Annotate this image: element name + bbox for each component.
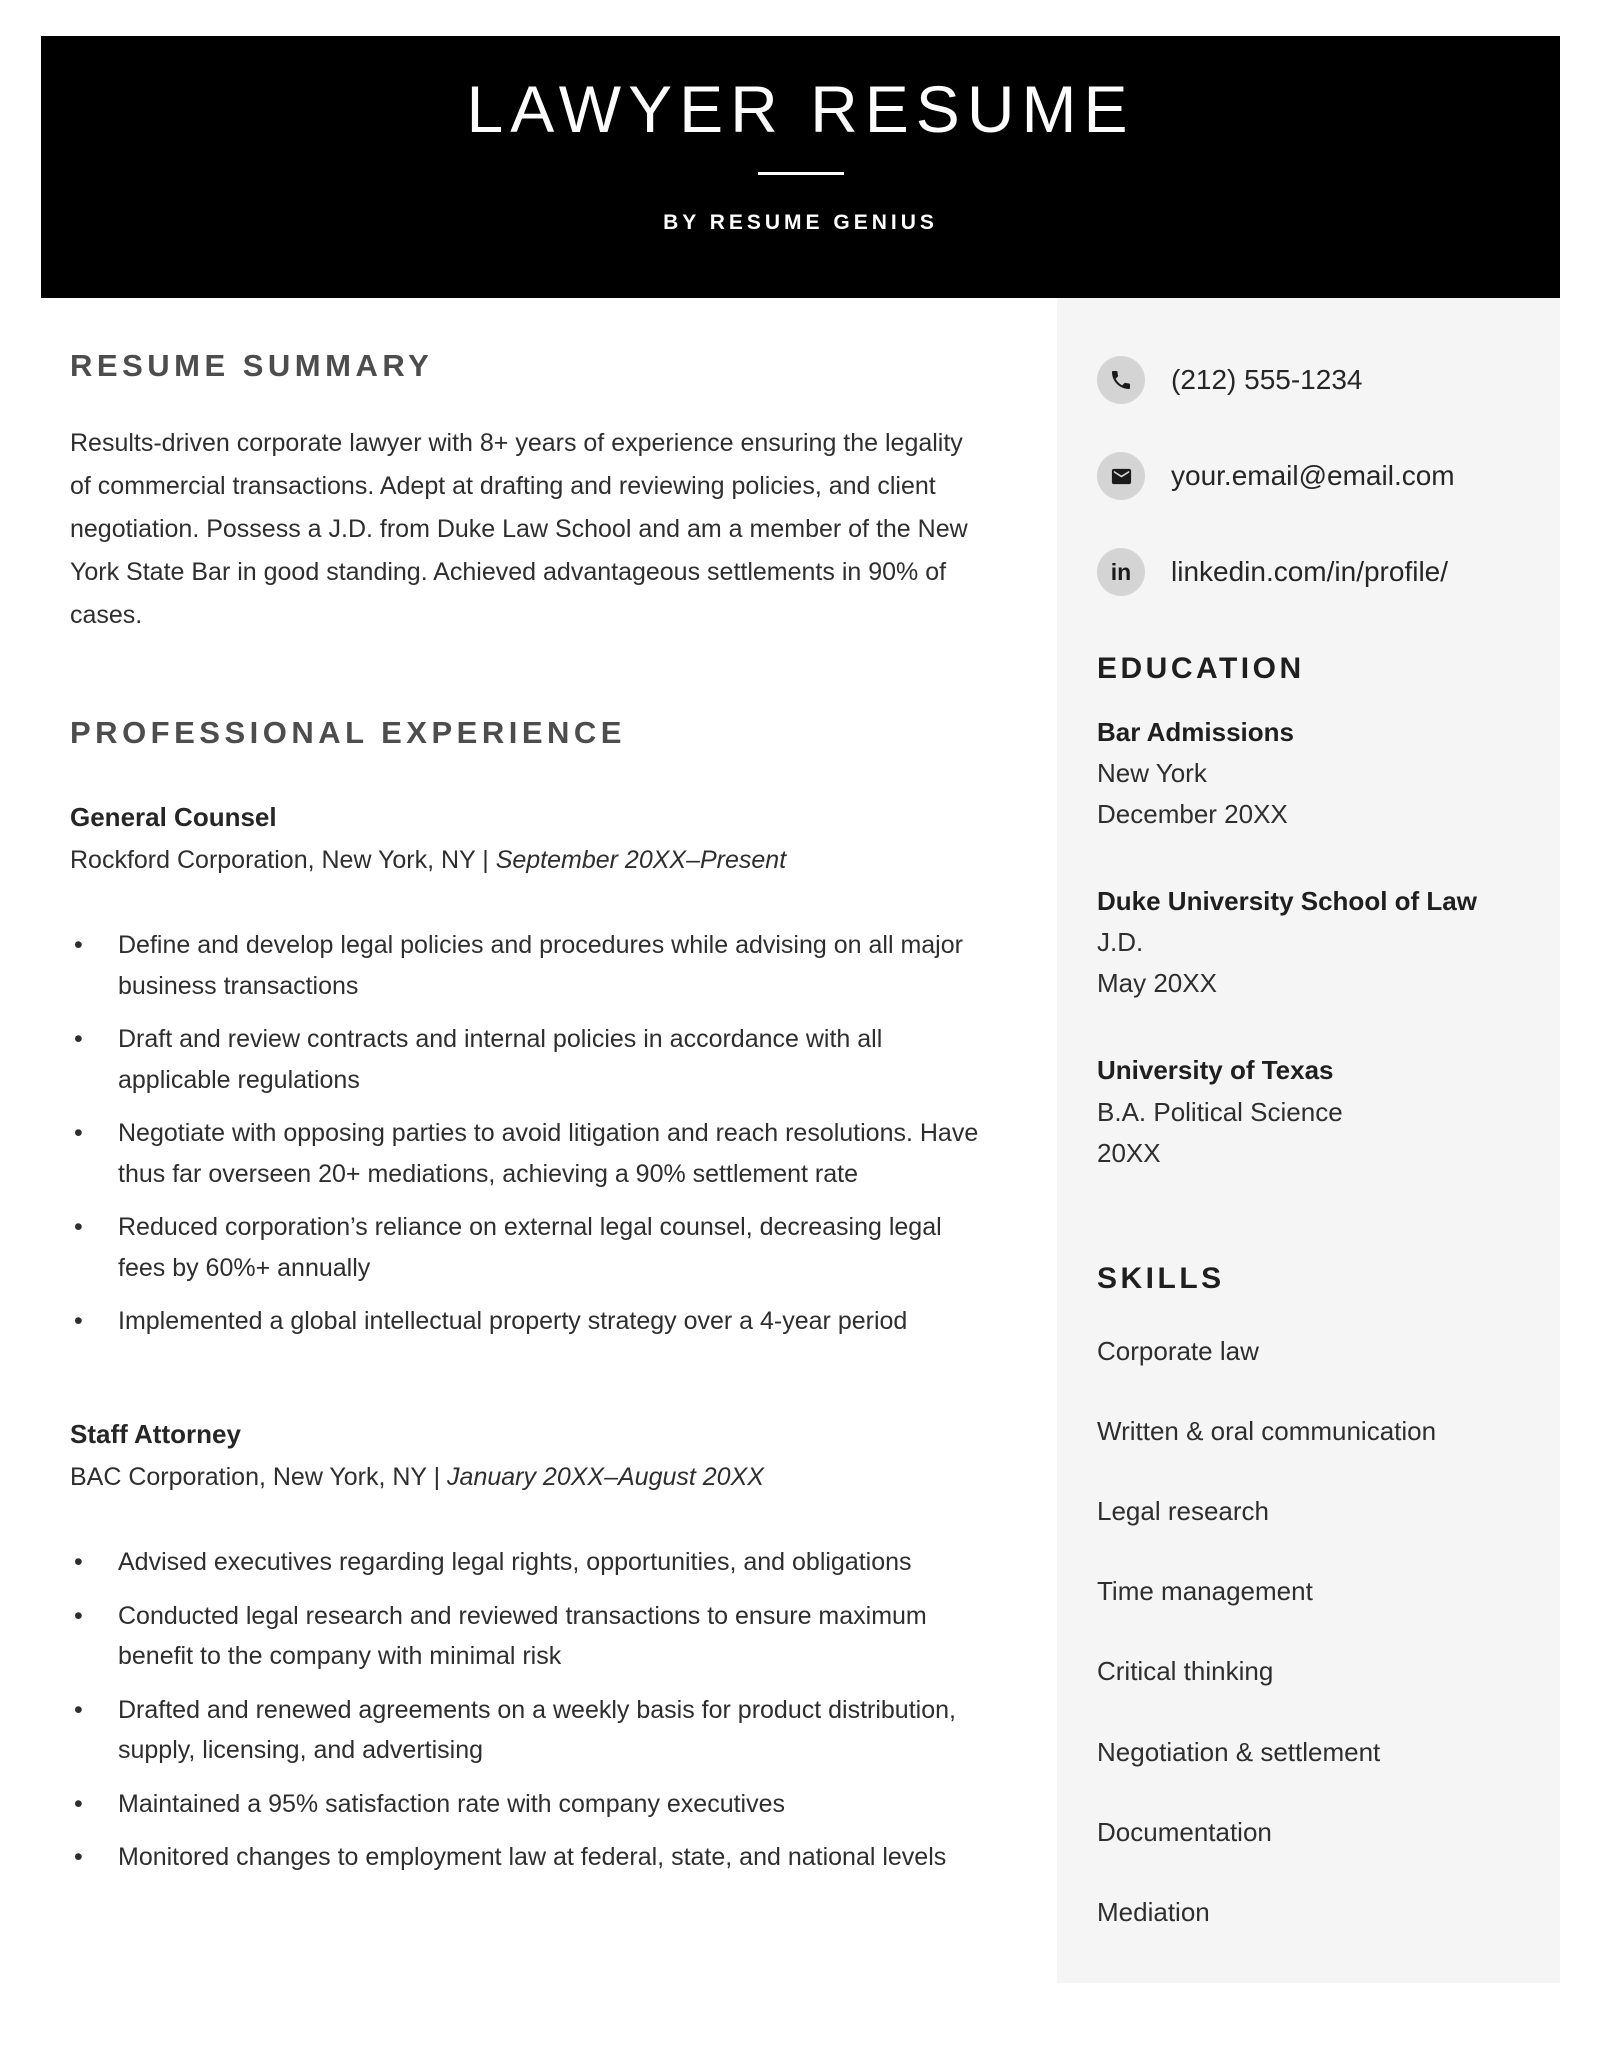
job-bullets — [70, 925, 988, 1342]
skill-item: Written & oral communication — [1097, 1415, 1437, 1446]
education-heading: EDUCATION — [1097, 652, 1305, 685]
contact-text: (212) 555-1234 — [1171, 364, 1363, 395]
job-bullet: • Drafted and renewed agreements on a weekly basis for product distribution, supply, licensing, and advertising — [70, 1690, 988, 1771]
education-entry-line: B.A. Political Science — [1097, 1096, 1343, 1127]
contact-row — [1097, 548, 1526, 596]
main-column — [70, 298, 988, 1891]
job-separator: | — [426, 1462, 448, 1491]
header-banner — [41, 36, 1560, 298]
skill-item: Documentation — [1097, 1816, 1272, 1847]
education-entry-title: University of Texas — [1097, 1055, 1334, 1086]
job-separator: | — [475, 845, 496, 874]
job-bullet: • Implemented a global intellectual property strategy over a 4-year period — [70, 1301, 988, 1342]
job-bullets — [70, 1542, 988, 1878]
sidebar — [1057, 298, 1560, 1983]
skills-list — [1097, 1336, 1526, 1929]
job-title: General Counsel — [70, 802, 277, 832]
summary-text: Results-driven corporate lawyer with 8+ years of experience ensuring the legality of commercial transactions. Adept at drafting and reviewing policies, and client negotiation. Possess a J.D. from Duke Law School and am a member of the New York State Bar in good standing. Achieved advantageous settlements in 90% of cases. — [70, 429, 968, 629]
education-entry-title: Bar Admissions — [1097, 717, 1294, 747]
job-bullet: • Define and develop legal policies and procedures while advising on all major business transactions — [70, 925, 988, 1006]
experience-section — [70, 715, 988, 1878]
job-meta — [70, 842, 988, 880]
education-section — [1097, 652, 1526, 1174]
skills-heading: SKILLS — [1097, 1261, 1225, 1295]
job-bullet: • Maintained a 95% satisfaction rate with company executives — [70, 1784, 988, 1825]
summary-heading: RESUME SUMMARY — [70, 348, 434, 383]
skills-section — [1097, 1262, 1526, 1929]
job-dates: January 20XX–August 20XX — [447, 1462, 764, 1491]
education-entry-line: 20XX — [1097, 1137, 1161, 1168]
education-list — [1097, 712, 1526, 1174]
job-entry — [70, 801, 988, 1342]
job-bullet: • Conducted legal research and reviewed transactions to ensure maximum benefit to the company with minimal risk — [70, 1596, 988, 1677]
job-bullet: • Negotiate with opposing parties to avoid litigation and reach resolutions. Have thus far overseen 20+ mediations, achieving a 90% settlement rate — [70, 1113, 988, 1194]
title-divider — [758, 172, 844, 175]
phone-icon — [1097, 356, 1145, 404]
skill-item: Critical thinking — [1097, 1656, 1274, 1687]
education-entry — [1097, 712, 1526, 835]
skill-item: Legal research — [1097, 1496, 1269, 1527]
education-entry-line: December 20XX — [1097, 799, 1288, 830]
contact-row — [1097, 356, 1526, 404]
experience-heading: PROFESSIONAL EXPERIENCE — [70, 715, 626, 750]
job-bullet: • Reduced corporation’s reliance on external legal counsel, decreasing legal fees by 60%+ annually — [70, 1207, 988, 1288]
job-meta — [70, 1459, 988, 1497]
education-entry-line: May 20XX — [1097, 968, 1217, 999]
job-title: Staff Attorney — [70, 1418, 241, 1449]
contact-text: linkedin.com/in/profile/ — [1171, 556, 1449, 587]
skill-item: Time management — [1097, 1576, 1313, 1607]
education-entry — [1097, 1050, 1526, 1173]
job-company: Rockford Corporation, New York, NY — [70, 845, 476, 874]
contact-text: your.email@email.com — [1171, 460, 1455, 491]
job-company: BAC Corporation, New York, NY — [70, 1462, 427, 1491]
skill-item: Corporate law — [1097, 1335, 1259, 1366]
linkedin-icon — [1097, 548, 1145, 596]
skill-item: Mediation — [1097, 1897, 1210, 1928]
job-entry — [70, 1418, 988, 1878]
skill-item: Negotiation & settlement — [1097, 1736, 1381, 1767]
education-entry — [1097, 881, 1526, 1004]
jobs-list — [70, 801, 988, 1878]
education-entry-title: Duke University School of Law — [1097, 886, 1477, 917]
contact-list — [1097, 356, 1526, 596]
contact-row — [1097, 452, 1526, 500]
summary-section — [70, 348, 988, 637]
resume-title: LAWYER RESUME — [466, 72, 1135, 146]
job-dates: September 20XX–Present — [495, 845, 787, 874]
education-entry-line: New York — [1097, 758, 1207, 789]
education-entry-line: J.D. — [1097, 927, 1144, 958]
job-bullet: • Advised executives regarding legal rights, opportunities, and obligations — [70, 1542, 988, 1583]
job-bullet: • Draft and review contracts and internal policies in accordance with all applicable regulations — [70, 1019, 988, 1100]
email-icon — [1097, 452, 1145, 500]
job-bullet: • Monitored changes to employment law at federal, state, and national levels — [70, 1837, 988, 1878]
byline: BY RESUME GENIUS — [663, 211, 938, 234]
linkedin-icon-glyph: in — [1110, 558, 1132, 585]
